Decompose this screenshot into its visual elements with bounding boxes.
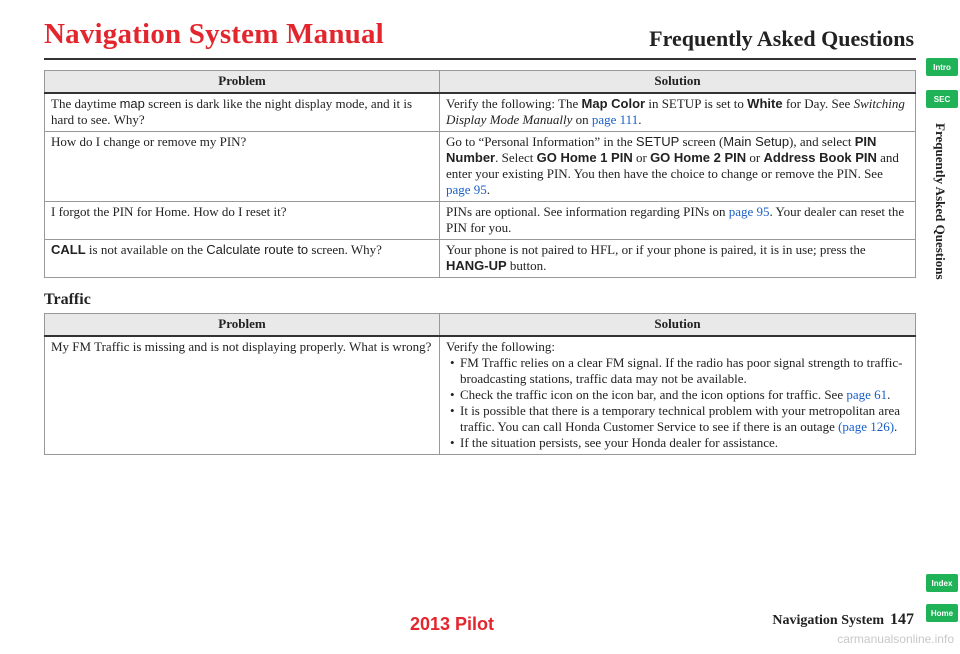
problem-cell: How do I change or remove my PIN? xyxy=(45,132,440,202)
problem-cell: My FM Traffic is missing and is not displaying properly. What is wrong? xyxy=(45,336,440,455)
table-header-row xyxy=(45,71,916,94)
solution-cell: PINs are optional. See information regarding PINs on page 95. Your dealer can reset the PIN for you. xyxy=(440,202,916,240)
header-divider xyxy=(44,58,916,60)
column-header-problem: Problem xyxy=(45,71,440,94)
list-item: • If the situation persists, see your Honda dealer for assistance. xyxy=(450,435,779,450)
page-link[interactable]: page 111 xyxy=(591,112,639,127)
table-row xyxy=(45,240,916,278)
home-tab-button[interactable]: Home xyxy=(926,604,958,622)
list-item: • It is possible that there is a temporary technical problem with your metropolitan area traffic. You can call Honda Customer Service to see if there is an outage (page 126). xyxy=(450,403,901,434)
side-section-label: Frequently Asked Questions xyxy=(933,122,948,280)
problem-cell: The daytime map screen is dark like the night display mode, and it is hard to see. Why? xyxy=(45,93,440,132)
faq-table xyxy=(44,70,916,278)
page-footer xyxy=(772,611,914,629)
page-number: 147 xyxy=(890,611,914,628)
page-link[interactable]: page 95 xyxy=(728,204,770,219)
manual-title: Navigation System Manual xyxy=(44,18,384,50)
problem-cell: I forgot the PIN for Home. How do I reset it? xyxy=(45,202,440,240)
solution-cell: Go to “Personal Information” in the SETUP screen (Main Setup), and select PIN Number. Select GO Home 1 PIN or GO Home 2 PIN or Address Book PIN and enter your existing PIN. You then have the choice to change or remove the PIN. See page 95. xyxy=(440,132,916,202)
column-header-solution: Solution xyxy=(440,314,916,337)
column-header-solution: Solution xyxy=(440,71,916,94)
model-label: 2013 Pilot xyxy=(410,614,495,634)
page-link[interactable]: page 61 xyxy=(846,387,888,402)
solution-cell: Verify the following: • FM Traffic relies on a clear FM signal. If the radio has poor signal strength to traffic-broadcasting stations, traffic data may not be available. • Check the traffic icon on the icon bar, and the icon options for traffic. See page 61. • It is possible that there is a temporary technical problem with your metropolitan area traffic. You can call Honda Customer Service to see if there is an outage (page 126). • If the situation persists, see your Honda dealer for assistance. xyxy=(440,336,916,455)
problem-cell: CALL is not available on the Calculate route to screen. Why? xyxy=(45,240,440,278)
traffic-heading: Traffic xyxy=(44,291,91,308)
traffic-table xyxy=(44,313,916,455)
column-header-problem: Problem xyxy=(45,314,440,337)
table-row xyxy=(45,336,916,455)
page-link[interactable]: (page 126) xyxy=(838,419,895,434)
sec-tab-button[interactable]: SEC xyxy=(926,90,958,108)
solution-cell: Your phone is not paired to HFL, or if your phone is paired, it is in use; press the HANG-UP button. xyxy=(440,240,916,278)
table-row xyxy=(45,93,916,132)
list-item: • Check the traffic icon on the icon bar, and the icon options for traffic. See page 61. xyxy=(450,387,891,402)
table-row xyxy=(45,202,916,240)
index-tab-button[interactable]: Index xyxy=(926,574,958,592)
section-title: Frequently Asked Questions xyxy=(649,26,914,51)
solution-cell: Verify the following: The Map Color in SETUP is set to White for Day. See Switching Display Mode Manually on page 111. xyxy=(440,93,916,132)
watermark: carmanualsonline.info xyxy=(837,632,954,646)
table-header-row xyxy=(45,314,916,337)
page-link[interactable]: page 95 xyxy=(446,182,487,197)
intro-tab-button[interactable]: Intro xyxy=(926,58,958,76)
table-row xyxy=(45,132,916,202)
list-item: • FM Traffic relies on a clear FM signal. If the radio has poor signal strength to traffic-broadcasting stations, traffic data may not be available. xyxy=(450,355,903,386)
footer-label: Navigation System xyxy=(772,613,884,628)
